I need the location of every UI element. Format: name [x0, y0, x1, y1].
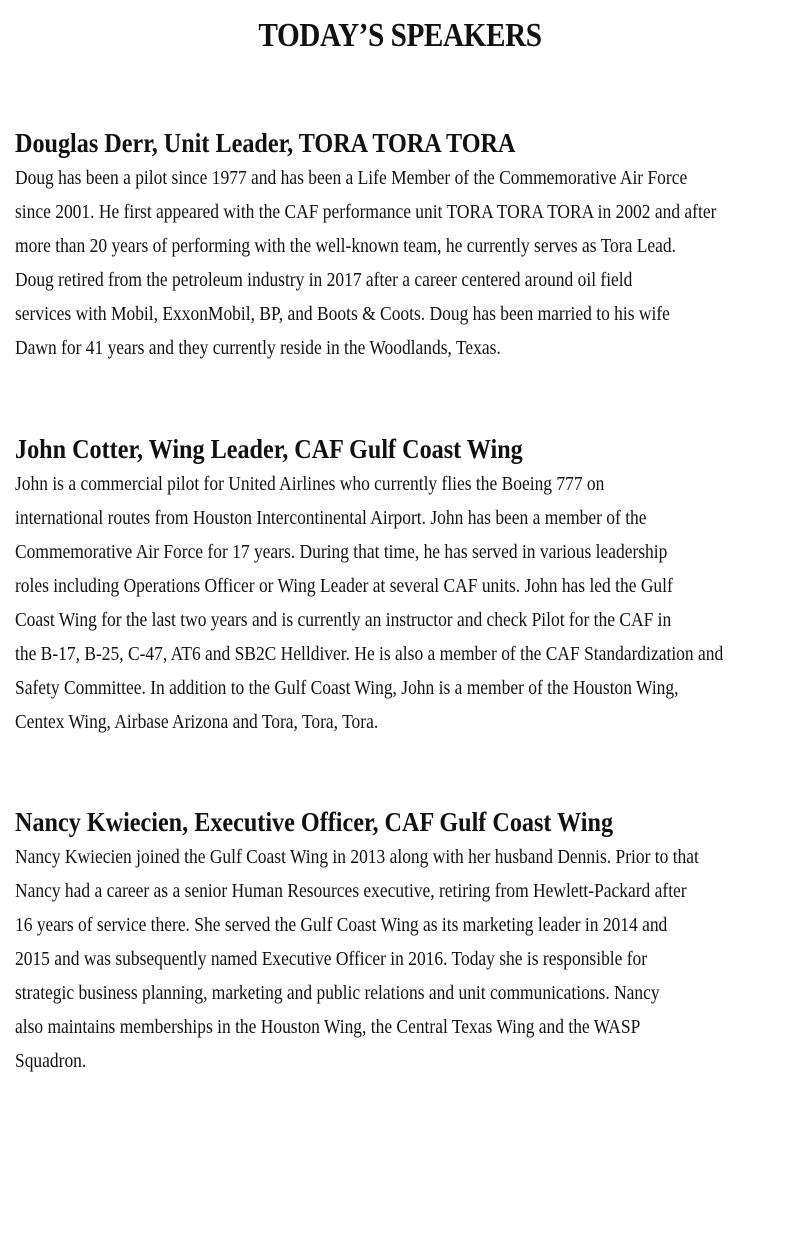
bio-line: more than 20 years of performing with the well-known team, he currently serves as Tora Lead.: [15, 236, 676, 257]
bio-line: Squadron.: [15, 1051, 87, 1072]
speaker-bio: [15, 841, 785, 1079]
speaker-bio: [15, 162, 785, 366]
speaker-section-nancy-kwiecien: [15, 805, 785, 1079]
speaker-name: John Cotter, Wing Leader, CAF Gulf Coast Wing: [15, 434, 523, 464]
bio-line: Nancy Kwiecien joined the Gulf Coast Wing in 2013 along with her husband Dennis. Prior to that: [15, 847, 699, 868]
bio-line: also maintains memberships in the Houston Wing, the Central Texas Wing and the WASP: [15, 1017, 641, 1038]
speaker-bio: [15, 468, 785, 740]
bio-line: Dawn for 41 years and they currently reside in the Woodlands, Texas.: [15, 338, 501, 359]
speaker-section-douglas-derr: [15, 126, 785, 366]
bio-line: 2015 and was subsequently named Executive Officer in 2016. Today she is responsible for: [15, 949, 648, 970]
bio-line: the B-17, B-25, C-47, AT6 and SB2C Helldiver. He is also a member of the CAF Standardization and: [15, 644, 724, 665]
bio-line: Doug retired from the petroleum industry in 2017 after a career centered around oil field: [15, 270, 633, 291]
bio-line: Safety Committee. In addition to the Gulf Coast Wing, John is a member of the Houston Wing,: [15, 678, 679, 699]
bio-line: international routes from Houston Intercontinental Airport. John has been a member of the: [15, 508, 647, 529]
bio-line: John is a commercial pilot for United Airlines who currently flies the Boeing 777 on: [15, 474, 605, 495]
bio-line: since 2001. He first appeared with the CAF performance unit TORA TORA TORA in 2002 and after: [15, 202, 717, 223]
page-title: TODAY’S SPEAKERS: [258, 17, 542, 54]
bio-line: Centex Wing, Airbase Arizona and Tora, Tora, Tora.: [15, 712, 379, 733]
bio-line: roles including Operations Officer or Wing Leader at several CAF units. John has led the Gulf: [15, 576, 673, 597]
speaker-section-john-cotter: [15, 432, 785, 740]
bio-line: Commemorative Air Force for 17 years. During that time, he has served in various leadership: [15, 542, 668, 563]
bio-line: Nancy had a career as a senior Human Resources executive, retiring from Hewlett-Packard after: [15, 881, 687, 902]
bio-line: Coast Wing for the last two years and is currently an instructor and check Pilot for the CAF in: [15, 610, 672, 631]
speaker-name: Nancy Kwiecien, Executive Officer, CAF Gulf Coast Wing: [15, 807, 614, 837]
bio-line: services with Mobil, ExxonMobil, BP, and Boots & Coots. Doug has been married to his wife: [15, 304, 670, 325]
bio-line: 16 years of service there. She served the Gulf Coast Wing as its marketing leader in 2014 and: [15, 915, 668, 936]
bio-line: Doug has been a pilot since 1977 and has been a Life Member of the Commemorative Air Force: [15, 168, 688, 189]
speaker-name: Douglas Derr, Unit Leader, TORA TORA TORA: [15, 128, 516, 158]
bio-line: strategic business planning, marketing and public relations and unit communications. Nancy: [15, 983, 660, 1004]
